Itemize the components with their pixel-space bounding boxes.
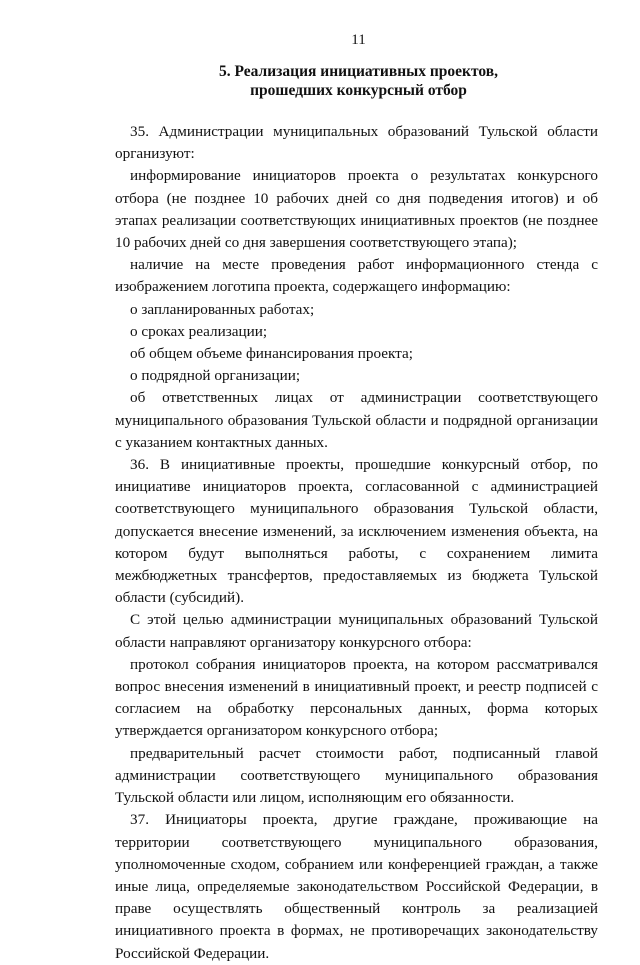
section-title-line-2: прошедших конкурсный отбор <box>250 82 467 99</box>
page-number: 11 <box>351 32 366 48</box>
list-item-financing: об общем объеме финансирования проекта; <box>130 345 413 363</box>
section-title <box>115 62 598 100</box>
paragraph-35-intro: 35. Администрации муниципальных образований Тульской области организуют: <box>115 123 598 163</box>
paragraph-36: 36. В инициативные проекты, прошедшие конкурсный отбор, по инициативе инициаторов проекта, согласованной с администрацией соответствующего муниципального образования Тульской области, допускается внесение изменений, за исключением изменения объекта, на котором будут выполняться работы, с сохранением лимита межбюджетных трансфертов, предоставляемых из бюджета Тульской области (субсидий). <box>115 456 598 607</box>
list-item-timing: о сроках реализации; <box>130 322 268 340</box>
paragraph-cost-estimate: предварительный расчет стоимости работ, подписанный главой администрации соответствующего муниципального образования Тульской области или лицом, исполняющим его обязанности. <box>115 744 598 807</box>
paragraph-protocol: протокол собрания инициаторов проекта, на котором рассматривался вопрос внесения изменений в инициативный проект, и реестр подписей с согласием на обработку персональных данных, форма которых утверждается организатором конкурсного отбора; <box>115 655 598 740</box>
section-title-line-1: 5. Реализация инициативных проектов, <box>219 63 498 80</box>
paragraph-36-purpose: С этой целью администрации муниципальных образований Тульской области направляют организатору конкурсного отбора: <box>115 611 598 651</box>
list-item-responsible-persons: об ответственных лицах от администрации соответствующего муниципального образования Тульской области и подрядной организации с указанием контактных данных. <box>115 389 598 451</box>
paragraph-informing: информирование инициаторов проекта о результатах конкурсного отбора (не позднее 10 рабочих дней со дня подведения итогов) и об этапах реализации соответствующих инициативных проектов (не позднее 10 рабочих дней со дня завершения соответствующего этапа); <box>115 167 598 252</box>
paragraph-info-stand: наличие на месте проведения работ информационного стенда с изображением логотипа проекта, содержащего информацию: <box>115 256 598 296</box>
list-item-contractor: о подрядной организации; <box>130 367 301 385</box>
list-item-planned-works: о запланированных работах; <box>130 300 315 318</box>
paragraph-37: 37. Инициаторы проекта, другие граждане, проживающие на территории соответствующего муниципального образования, уполномоченные сходом, собранием или конференцией граждан, а также иные лица, определяемые законодательством Российской Федерации, в праве осуществлять общественный контроль за реализацией инициативного проекта в формах, не противоречащих законодательству Российской Федерации. <box>115 811 598 962</box>
